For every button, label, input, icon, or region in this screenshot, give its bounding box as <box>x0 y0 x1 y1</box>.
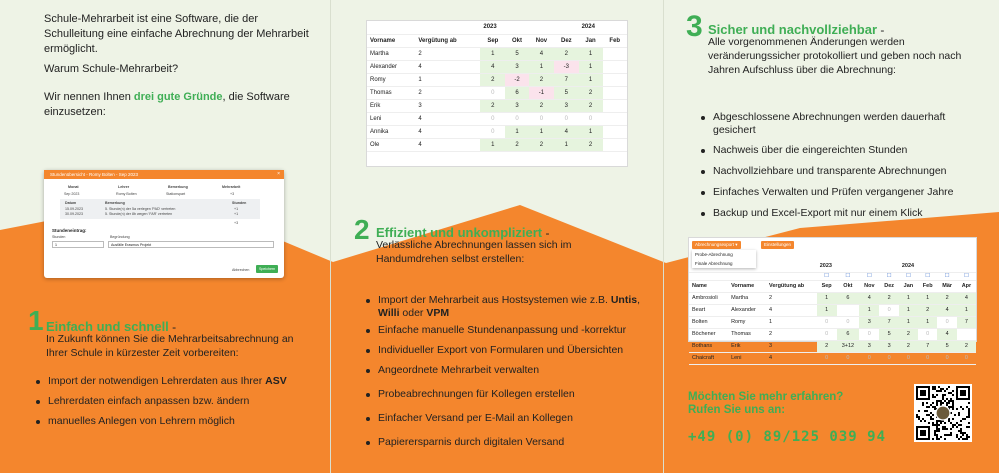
table-cell: Romy <box>367 73 415 86</box>
item-text: Papierersparnis durch digitalen Versand <box>378 436 565 448</box>
value-cell[interactable]: 2 <box>579 138 603 151</box>
modal-sub-cell: 30.09.2023 <box>65 212 83 216</box>
checkbox-spacer <box>689 272 728 280</box>
close-icon[interactable]: × <box>277 171 280 177</box>
value-cell[interactable]: 2 <box>957 340 976 352</box>
modal-sub-header: Datum <box>65 201 77 205</box>
value-cell[interactable]: 2 <box>899 340 918 352</box>
save-button[interactable]: Speichern <box>256 265 278 273</box>
table-row <box>367 47 627 60</box>
value-cell[interactable]: 0 <box>957 352 976 364</box>
value-cell[interactable] <box>603 112 628 125</box>
reason-label: Begründung <box>110 235 130 239</box>
year-spacer <box>367 21 480 34</box>
list-item <box>32 375 322 388</box>
value-cell[interactable]: 2 <box>879 292 898 304</box>
value-cell[interactable]: 2 <box>918 304 937 316</box>
modal-sub-cell: +1 <box>234 207 239 211</box>
modal-header-teacher: Lehrer <box>118 185 130 189</box>
table-body <box>689 292 976 364</box>
column-header: Okt <box>837 280 860 292</box>
value-cell[interactable]: 0 <box>579 112 603 125</box>
table-cell: Bothans <box>689 340 728 352</box>
item-text: Probeabrechnungen für Kollegen erstellen <box>378 388 575 400</box>
year-header: 2023 <box>480 21 578 34</box>
list-item <box>362 388 662 401</box>
modal-total: +3 <box>234 221 239 225</box>
table-row <box>689 292 976 304</box>
item-text: Individueller Export von Formularen und Übersichten <box>378 344 624 356</box>
item-bold: Untis <box>610 294 638 306</box>
menu-item-final[interactable]: Finale Abrechnung <box>695 261 733 266</box>
value-cell[interactable]: 0 <box>554 112 578 125</box>
value-cell[interactable]: 2 <box>899 328 918 340</box>
value-cell[interactable]: 1 <box>505 125 528 138</box>
value-cell[interactable]: 1 <box>918 292 937 304</box>
value-cell[interactable]: -3 <box>554 60 578 73</box>
column-header: Vorname <box>367 34 415 47</box>
table-row <box>367 112 627 125</box>
value-cell[interactable]: 0 <box>817 328 837 340</box>
item-text: Angeordnete Mehrarbeit verwalten <box>378 364 540 376</box>
value-cell[interactable] <box>603 138 628 151</box>
phone-number[interactable]: +49 (0) 89/125 039 94 <box>688 429 887 445</box>
table-cell: Ole <box>367 138 415 151</box>
value-cell[interactable] <box>603 47 628 60</box>
value-cell[interactable]: 0 <box>899 352 918 364</box>
feature-list-1 <box>32 375 322 428</box>
value-cell[interactable]: 3 <box>505 99 528 112</box>
heading-text: Einfach und schnell <box>46 319 169 334</box>
table-cell: Annika <box>367 125 415 138</box>
table-cell: Leni <box>367 112 415 125</box>
value-cell[interactable]: 1 <box>579 47 603 60</box>
value-cell[interactable]: 1 <box>817 304 837 316</box>
value-cell[interactable]: 2 <box>480 73 505 86</box>
value-cell[interactable]: 7 <box>918 340 937 352</box>
item-text: Import der notwendigen Lehrerdaten aus Ihrer <box>48 375 266 387</box>
overtime-table-screenshot <box>366 20 628 167</box>
value-cell[interactable]: 0 <box>879 304 898 316</box>
value-cell[interactable]: 3 <box>859 340 879 352</box>
list-item <box>362 324 662 337</box>
table-cell: 1 <box>415 73 480 86</box>
contact-line-2: Rufen Sie uns an: <box>688 404 786 416</box>
value-cell[interactable]: 0 <box>879 352 898 364</box>
value-cell[interactable]: 1 <box>817 292 837 304</box>
heading-dash: - <box>168 320 177 334</box>
reasons-post: , die Software einzusetzen: <box>44 91 290 118</box>
heading-text: Effizient und unkompliziert <box>376 225 543 240</box>
table-row <box>367 73 627 86</box>
table-cell: 3 <box>415 99 480 112</box>
item-text: oder <box>399 307 427 319</box>
value-cell[interactable]: 1 <box>899 292 918 304</box>
cancel-button[interactable]: Abbrechen <box>232 268 250 272</box>
value-cell[interactable]: 0 <box>505 112 528 125</box>
value-cell[interactable]: 2 <box>817 340 837 352</box>
value-cell[interactable] <box>957 328 976 340</box>
reasons-pre: Wir nennen Ihnen <box>44 91 134 103</box>
feature-list-3 <box>697 111 987 228</box>
month-checkbox[interactable]: ☐ <box>879 272 898 280</box>
modal-cell: Romy Bolten <box>116 192 137 196</box>
checkbox-spacer <box>766 272 817 280</box>
value-cell[interactable]: 4 <box>480 60 505 73</box>
modal-sub-cell: 5. Stunde(n) der 5a verlegen 'PAD' vertreten <box>105 207 176 211</box>
item-text: Einfacher Versand per E-Mail an Kollegen <box>378 412 573 424</box>
modal-cell: +3 <box>230 192 235 196</box>
table-row <box>689 340 976 352</box>
table-row <box>367 125 627 138</box>
heading-dash: - <box>542 226 550 240</box>
column-header: Vorname <box>728 280 766 292</box>
list-item <box>362 436 662 449</box>
table-row <box>367 60 627 73</box>
table-cell: 4 <box>415 112 480 125</box>
modal-header-remark: Bemerkung <box>168 185 188 189</box>
modal-header-month: Monat <box>68 185 79 189</box>
item-text: , <box>637 294 641 306</box>
column-header: Jan <box>899 280 918 292</box>
value-cell[interactable]: 2 <box>529 99 554 112</box>
list-item <box>32 415 322 428</box>
table-cell: 4 <box>766 304 817 316</box>
year-row <box>367 21 627 34</box>
list-item: Abgeschlossene Abrechnungen werden dauerhaft gesichert <box>697 111 987 137</box>
value-cell[interactable]: 3 <box>505 60 528 73</box>
value-cell[interactable]: 1 <box>579 60 603 73</box>
value-cell[interactable]: 4 <box>957 292 976 304</box>
value-cell[interactable]: 0 <box>480 86 505 99</box>
value-cell[interactable]: 1 <box>529 125 554 138</box>
feature-list-2 <box>362 294 662 449</box>
value-cell[interactable]: 4 <box>554 125 578 138</box>
year-header: 2024 <box>579 21 627 34</box>
table-cell: 4 <box>766 352 817 364</box>
list-item <box>362 344 662 357</box>
year-header: 2024 <box>899 260 976 272</box>
section-subtitle-3: Alle vorgenommenen Änderungen werden veränderungssicher protokolliert und geben noch nach Jahren Aufschluss über die Abrechnung: <box>708 36 962 76</box>
reasons-text <box>44 90 304 120</box>
item-bold: Willi <box>378 307 400 319</box>
table-cell: Ambrosioli <box>689 292 728 304</box>
value-cell[interactable]: 4 <box>937 304 956 316</box>
table-cell: 4 <box>415 125 480 138</box>
value-cell[interactable]: 2 <box>579 99 603 112</box>
modal-sub-cell: 5. Stunde(n) der 8b wegen 'FAR' vertreten <box>105 212 173 216</box>
value-cell[interactable]: 3 <box>859 316 879 328</box>
column-header: Dez <box>879 280 898 292</box>
item-text: Einfache manuelle Stundenanpassung und -korrektur <box>378 324 627 336</box>
value-cell[interactable]: 7 <box>554 73 578 86</box>
value-cell[interactable]: 1 <box>899 304 918 316</box>
value-cell[interactable]: 6 <box>837 328 860 340</box>
table-cell: 3 <box>766 340 817 352</box>
reasons-highlight: drei gute Gründe <box>133 91 223 103</box>
checkbox-row <box>689 272 976 280</box>
column-header: Dez <box>554 34 578 47</box>
value-cell[interactable]: 2 <box>505 138 528 151</box>
value-cell[interactable]: 1 <box>579 125 603 138</box>
month-checkbox[interactable]: ☐ <box>899 272 918 280</box>
modal-sub-cell: +1 <box>234 212 239 216</box>
billing-table-screenshot <box>688 237 977 361</box>
table-cell: Erik <box>367 99 415 112</box>
value-cell[interactable]: 4 <box>859 292 879 304</box>
column-header: Nov <box>859 280 879 292</box>
column-header: Sep <box>817 280 837 292</box>
modal-cell: Sep 2023 <box>64 192 80 196</box>
month-checkbox[interactable]: ☐ <box>937 272 956 280</box>
hours-overview-modal <box>44 170 284 278</box>
column-header: Vergütung ab <box>415 34 480 47</box>
table-cell: Martha <box>728 292 766 304</box>
intro-text: Schule-Mehrarbeit ist eine Software, die der Schulleitung eine einfache Abrechnung der Mehrarbeit ermöglicht. <box>44 13 309 55</box>
section-number-1: 1 <box>28 305 44 336</box>
table-cell: Erik <box>728 340 766 352</box>
list-item <box>362 412 662 425</box>
table-row <box>689 328 976 340</box>
add-entry-label: Stundeneintrag: <box>52 228 87 233</box>
item-text: manuelles Anlegen von Lehrern möglich <box>48 415 235 427</box>
column-header: Apr <box>957 280 976 292</box>
question-text: Warum Schule-Mehrarbeit? <box>44 63 179 75</box>
section-subtitle-2: Verlässliche Abrechnungen lassen sich im Handumdrehen selbst erstellen: <box>376 239 572 265</box>
list-item <box>362 294 662 320</box>
value-cell[interactable]: 0 <box>529 112 554 125</box>
billing-table <box>689 260 976 365</box>
value-cell[interactable]: 1 <box>859 304 879 316</box>
year-header: 2023 <box>817 260 899 272</box>
table-cell: Alexander <box>367 60 415 73</box>
list-item: Backup und Excel-Export mit nur einem Klick <box>697 207 987 220</box>
export-dropdown-button[interactable]: Abrechnungsexport ▾ <box>692 241 741 249</box>
table-cell: Martha <box>367 47 415 60</box>
month-checkbox[interactable]: ☐ <box>859 272 879 280</box>
value-cell[interactable]: 0 <box>480 125 505 138</box>
column-header: Mär <box>937 280 956 292</box>
value-cell[interactable]: 2 <box>480 99 505 112</box>
table-cell: Alexander <box>728 304 766 316</box>
value-cell[interactable]: 2 <box>937 292 956 304</box>
list-item: Nachweis über die eingereichten Stunden <box>697 144 987 157</box>
month-checkbox[interactable]: ☐ <box>817 272 837 280</box>
table-cell: Beart <box>689 304 728 316</box>
overtime-table <box>367 21 627 152</box>
hours-label: Stunden <box>52 235 66 239</box>
table-cell: Leni <box>728 352 766 364</box>
settings-button[interactable]: Einstellungen <box>761 241 794 249</box>
table-cell: 4 <box>415 138 480 151</box>
modal-sub-header: Stunden <box>232 201 247 205</box>
value-cell[interactable]: 1 <box>554 138 578 151</box>
modal-cell: Stationspart <box>166 192 186 196</box>
value-cell[interactable]: 0 <box>937 316 956 328</box>
value-cell[interactable] <box>603 60 628 73</box>
panel-divider <box>663 0 664 473</box>
value-cell[interactable]: 7 <box>957 316 976 328</box>
column-header: Jan <box>579 34 603 47</box>
section-number-2: 2 <box>354 214 370 245</box>
item-text: Import der Mehrarbeit aus Hostsystemen wie z.B. <box>378 294 611 306</box>
modal-subtable <box>60 199 260 219</box>
column-header: Name <box>689 280 728 292</box>
value-cell[interactable] <box>603 86 628 99</box>
section-subtitle-1: In Zukunft können Sie die Mehrarbeitsabrechnung an Ihrer Schule in kürzester Zeit vorbereiten: <box>46 333 294 359</box>
value-cell[interactable]: 2 <box>529 138 554 151</box>
column-header: Feb <box>603 34 628 47</box>
value-cell[interactable] <box>603 125 628 138</box>
value-cell[interactable]: 0 <box>859 352 879 364</box>
value-cell[interactable]: 1 <box>579 73 603 86</box>
table-cell: Chaicraft <box>689 352 728 364</box>
value-cell[interactable]: -2 <box>505 73 528 86</box>
modal-title: Stundenübersicht - Romy Bolten - Sep 2023 <box>44 170 284 179</box>
menu-item-probe[interactable]: Probe-Abrechnung <box>695 252 733 257</box>
value-cell[interactable]: 4 <box>937 328 956 340</box>
item-bold: ASV <box>265 375 287 387</box>
value-cell[interactable]: 1 <box>918 316 937 328</box>
item-bold: VPM <box>426 307 450 319</box>
value-cell[interactable]: 7 <box>879 316 898 328</box>
value-cell[interactable]: 0 <box>918 352 937 364</box>
value-cell[interactable]: 1 <box>480 138 505 151</box>
value-cell[interactable]: 3+12 <box>837 340 860 352</box>
value-cell[interactable]: 5 <box>879 328 898 340</box>
table-cell: 2 <box>415 47 480 60</box>
value-cell[interactable]: 0 <box>859 328 879 340</box>
value-cell[interactable]: 0 <box>817 352 837 364</box>
heading-text: Sicher und nachvollziehbar <box>708 22 878 37</box>
heading-dash: - <box>877 23 885 37</box>
table-row <box>367 138 627 151</box>
table-cell: 2 <box>766 328 817 340</box>
column-header: Feb <box>918 280 937 292</box>
value-cell[interactable]: 0 <box>817 316 837 328</box>
value-cell[interactable]: 6 <box>505 86 528 99</box>
value-cell[interactable] <box>837 304 860 316</box>
value-cell[interactable]: 4 <box>529 47 554 60</box>
value-cell[interactable]: 2 <box>529 73 554 86</box>
section-number-3: 3 <box>686 10 703 43</box>
list-item <box>362 364 662 377</box>
table-row <box>367 86 627 99</box>
checkbox-spacer <box>728 272 766 280</box>
item-text: Lehrerdaten einfach anpassen bzw. ändern <box>48 395 250 407</box>
table-cell: 2 <box>415 86 480 99</box>
table-cell: Böchener <box>689 328 728 340</box>
modal-sub-cell: 15.09.2023 <box>65 207 83 211</box>
value-cell[interactable]: 5 <box>554 86 578 99</box>
modal-header-overtime: Mehrarbeit <box>222 185 241 189</box>
column-header: Okt <box>505 34 528 47</box>
table-cell: Thomas <box>728 328 766 340</box>
hours-input[interactable]: 1 <box>52 241 104 248</box>
column-header: Nov <box>529 34 554 47</box>
table-body <box>367 47 627 151</box>
column-header: Sep <box>480 34 505 47</box>
value-cell[interactable]: 0 <box>480 112 505 125</box>
contact-line-1: Möchten Sie mehr erfahren? <box>688 391 844 403</box>
column-header: Vergütung ab <box>766 280 817 292</box>
table-row <box>689 316 976 328</box>
table-cell: Thomas <box>367 86 415 99</box>
list-item: Einfaches Verwalten und Prüfen vergangener Jahre <box>697 186 987 199</box>
reason-input[interactable]: Ausfälle Erasmus Projekt <box>108 241 274 248</box>
value-cell[interactable]: 5 <box>505 47 528 60</box>
month-checkbox[interactable]: ☐ <box>837 272 860 280</box>
panel-divider <box>330 0 331 473</box>
value-cell[interactable]: 5 <box>937 340 956 352</box>
list-item <box>32 395 322 408</box>
month-checkbox[interactable]: ☐ <box>918 272 937 280</box>
table-cell: 1 <box>766 316 817 328</box>
list-item: Nachvollziehbare und transparente Abrechnungen <box>697 165 987 178</box>
value-cell[interactable]: 0 <box>837 352 860 364</box>
value-cell[interactable]: 0 <box>918 328 937 340</box>
value-cell[interactable]: 6 <box>837 292 860 304</box>
value-cell[interactable]: 1 <box>480 47 505 60</box>
modal-sub-header: Bemerkung <box>105 201 125 205</box>
value-cell[interactable] <box>603 99 628 112</box>
table-row <box>689 304 976 316</box>
table-header-row <box>689 280 976 292</box>
value-cell[interactable]: 1 <box>899 316 918 328</box>
value-cell[interactable]: 3 <box>879 340 898 352</box>
value-cell[interactable]: 0 <box>937 352 956 364</box>
table-row <box>689 352 976 364</box>
table-cell: 4 <box>415 60 480 73</box>
table-header-row <box>367 34 627 47</box>
table-cell: Romy <box>728 316 766 328</box>
table-cell: 2 <box>766 292 817 304</box>
export-menu <box>692 250 756 268</box>
value-cell[interactable]: 3 <box>554 99 578 112</box>
value-cell[interactable]: -1 <box>529 86 554 99</box>
qr-code-icon <box>914 384 972 442</box>
value-cell[interactable]: 2 <box>579 86 603 99</box>
month-checkbox[interactable]: ☐ <box>957 272 976 280</box>
value-cell[interactable]: 1 <box>957 304 976 316</box>
value-cell[interactable]: 0 <box>837 316 860 328</box>
value-cell[interactable] <box>603 73 628 86</box>
value-cell[interactable]: 2 <box>554 47 578 60</box>
table-row <box>367 99 627 112</box>
table-cell: Bolten <box>689 316 728 328</box>
contact-prompt <box>688 391 843 417</box>
value-cell[interactable]: 1 <box>529 60 554 73</box>
